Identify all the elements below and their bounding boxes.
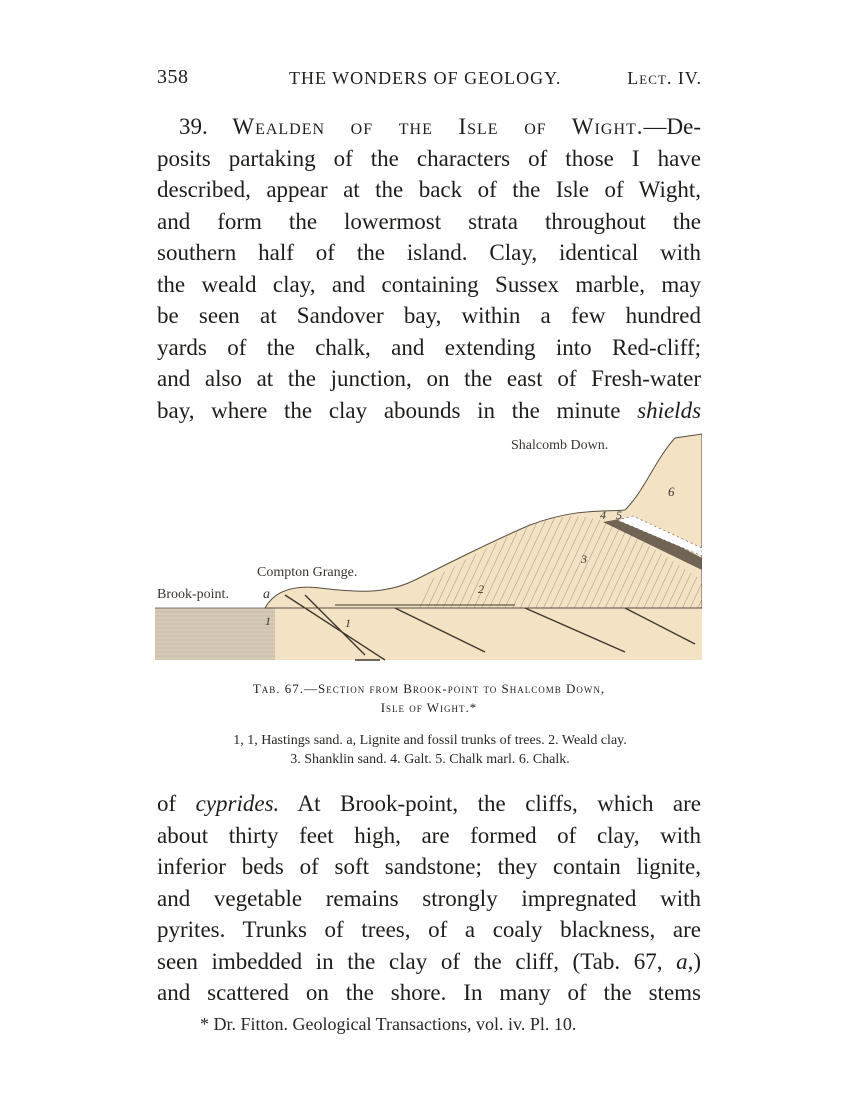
text-line: and form the lowermost strata throughout the (157, 208, 701, 234)
footnote: * Dr. Fitton. Geological Transactions, vol. iv. Pl. 10. (200, 1014, 577, 1034)
text-line: described, appear at the back of the Isle of Wight, (157, 177, 701, 202)
label-a: a (263, 587, 270, 602)
label-2: 2 (478, 582, 484, 596)
sea-shade (155, 608, 275, 660)
text-line: yards of the chalk, and extending into Red-cliff; (157, 334, 701, 360)
label-4: 4 (600, 508, 606, 522)
text-line-fragment: bay, where the clay abounds in the minute (157, 397, 621, 423)
figure-legend (150, 731, 710, 769)
legend-line: 1, 1, Hastings sand. a, Lignite and fossil trunks of trees. 2. Weald clay. (233, 733, 627, 748)
label-shalcomb-down: Shalcomb Down. (511, 438, 609, 453)
text-line: and also at the junction, on the east of Fresh-water (157, 366, 701, 391)
label-1a: 1 (265, 614, 271, 628)
text-line: about thirty feet high, are formed of clay, with (157, 822, 701, 848)
legend-line: 3. Shanklin sand. 4. Galt. 5. Chalk marl. 6. Chalk. (290, 752, 570, 767)
geological-section-figure (155, 430, 702, 670)
label-brook-point: Brook-point. (157, 587, 229, 602)
text-line (157, 111, 701, 143)
section-drawing (155, 430, 702, 670)
label-compton-grange: Compton Grange. (257, 565, 358, 580)
text-line: pyrites. Trunks of trees, of a coaly blackness, are (157, 917, 701, 942)
label-6: 6 (668, 484, 675, 499)
text-line: be seen at Sandover bay, within a few hundred (157, 303, 701, 328)
text-line: and vegetable remains strongly impregnated with (157, 885, 701, 911)
text-line: and scattered on the shore. In many of the stems (157, 980, 701, 1005)
text-line-fragment: ) (693, 948, 702, 974)
caption-line: Tab. 67.—Section from Brook-point to Shalcomb Down, (252, 681, 606, 696)
lecture-label: Lect. IV. (627, 68, 702, 88)
text-line (157, 946, 701, 978)
paragraph-wealden (157, 111, 701, 426)
text-line (157, 788, 701, 820)
text-line (157, 395, 701, 427)
paragraph-brook-point (157, 788, 701, 1009)
text-line-fragment: At Brook-point, the cliffs, which are (297, 791, 702, 816)
italic-word: a, (676, 948, 694, 974)
text-line-fragment: seen imbedded in the clay of the cliff, (Tab. 67, (157, 948, 663, 974)
figure-caption (157, 679, 701, 717)
label-3: 3 (581, 552, 587, 566)
italic-word: shields (637, 397, 702, 423)
section-title: Wealden of the Isle of Wight. (232, 114, 644, 139)
text-line: the weald clay, and containing Sussex marble, may (157, 271, 701, 297)
caption-line: Isle of Wight.* (380, 700, 478, 715)
text-line: southern half of the island. Clay, identical with (157, 240, 701, 265)
text-line-fragment: of (157, 791, 177, 816)
label-5: 5 (616, 508, 622, 522)
section-number: 39. (179, 114, 208, 139)
page-number: 358 (157, 66, 189, 88)
text-line-fragment: —De- (643, 114, 702, 139)
running-head (157, 66, 702, 94)
label-1b: 1 (345, 616, 351, 630)
italic-word: cyprides. (195, 791, 280, 816)
text-line: posits partaking of the characters of those I have (157, 145, 701, 171)
text-line: inferior beds of soft sandstone; they contain lignite, (157, 854, 701, 879)
book-title: THE WONDERS OF GEOLOGY. (289, 68, 562, 88)
